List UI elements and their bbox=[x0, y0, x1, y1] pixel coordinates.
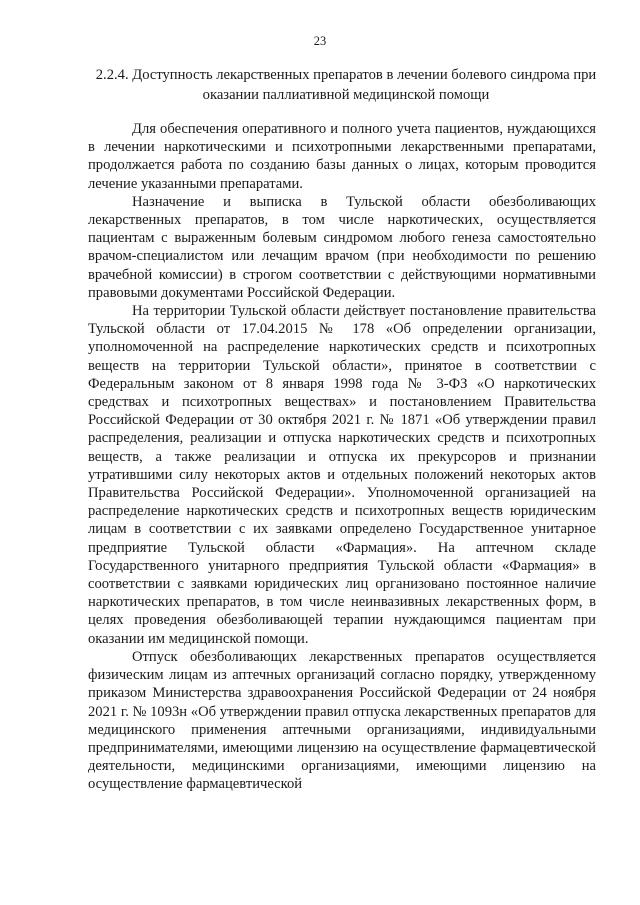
section-heading: 2.2.4. Доступность лекарственных препаратов в лечении болевого синдрома при оказании паллиативной медицинской помощи bbox=[95, 67, 597, 103]
paragraph-patient-database: Для обеспечения оперативного и полного учета пациентов, нуждающихся в лечении наркотическими и психотропными лекарственными препаратами, продолжается работа по созданию базы данных о лицах, которым проводится лечение указанными препаратами. bbox=[88, 121, 596, 192]
paragraph-prescription-rules: Назначение и выписка в Тульской области обезболивающих лекарственных препаратов, в том числе наркотических, осуществляется пациентам с выраженным болевым синдромом любого генеза самостоятельно врачом-специалистом или лечащим врачом (при необходимости по решению врачебной комиссии) в строгом соответствии с действующими нормативными правовыми документами Российской Федерации. bbox=[88, 193, 596, 301]
paragraph-pharmacy-dispensing: Отпуск обезболивающих лекарственных препаратов осуществляется физическим лицам из аптечных организаций согласно порядку, утвержденному приказом Министерства здравоохранения Российской Федерации от 24 ноября 2021 г. № 1093н «Об утверждении правил отпуска лекарственных препаратов для медицинского применения аптечными организациями, индивидуальными предпринимателями, имеющими лицензию на осуществление фармацевтической деятельности, медицинскими организациями, имеющими лицензию на осуществление фармацевтической bbox=[88, 648, 596, 793]
page-number: 23 bbox=[313, 34, 327, 48]
document-body bbox=[88, 120, 596, 794]
paragraph-regional-regulation: На территории Тульской области действует постановление правительства Тульской области от 17.04.2015 № 178 «Об определении организации, уполномоченной на распределение наркотических средств и психотропных веществ на территории Тульской области», принятое в соответствии с Федеральным законом от 8 января 1998 года № 3-ФЗ «О наркотических средствах и психотропных веществах» и постановлением Правительства Российской Федерации от 30 октября 2021 г. № 1871 «Об утверждении правил распределения, реализации и отпуска наркотических средств и психотропных веществ, а также реализации и отпуска их прекурсоров и признании утратившими силу некоторых актов и отдельных положений некоторых актов Правительства Российской Федерации». Уполномоченной организацией на распределение наркотических средств и психотропных веществ юридическим лицам в соответствии с их заявками определено Государственное унитарное предприятие Тульской области «Фармация». На аптечном складе Государственного унитарного предприятия Тульской области «Фармация» в соответствии с заявками юридических лиц организовано постоянное наличие наркотических препаратов, в том числе неинвазивных лекарственных форм, в целях проведения обезболивающей терапии нуждающимся пациентам при оказании им медицинской помощи. bbox=[88, 303, 596, 647]
